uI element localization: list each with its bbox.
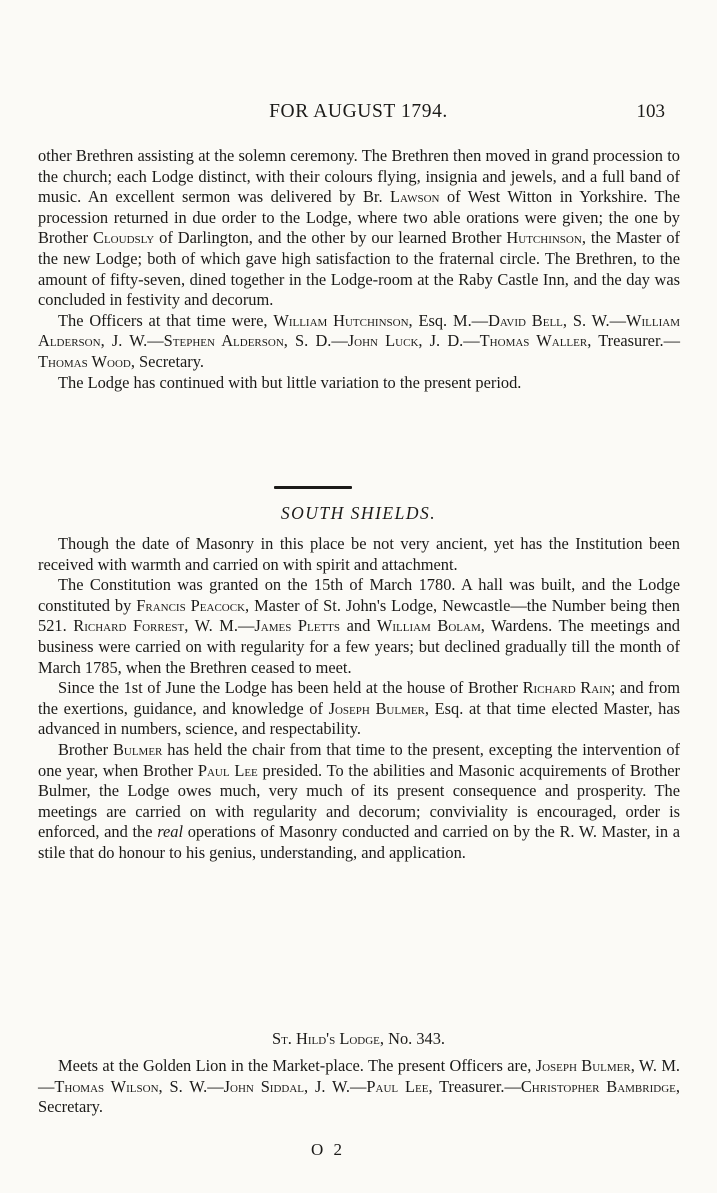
paragraph-intro: Though the date of Masonry in this place be not very ancient, yet has the Institution been received with warmth and carried on with spirit and attachment. <box>38 534 680 574</box>
text-run: Since the 1st of June the Lodge has been held at the house of Brother <box>58 678 523 698</box>
paragraph-meeting-officers <box>38 1056 680 1118</box>
running-header <box>0 101 717 131</box>
person-name: Joseph Bulmer <box>535 1056 631 1075</box>
text-run: , the Master of the new Lodge; both of which gave high satisfaction to the fraternal circle. The Brethren, to the amount of fifty-seven, dined together in the Lodge-room at the Raby Castle Inn, and the day was concluded in festivity and decorum. <box>38 228 680 310</box>
emphasis: real <box>157 822 183 842</box>
person-name: Richard Forrest <box>73 616 185 636</box>
text-run: , W. M.— <box>38 1056 680 1096</box>
paragraph-bulmer <box>38 740 680 864</box>
text-run: , Secretary. <box>130 351 204 371</box>
paragraph-ceremony <box>38 146 680 311</box>
text-run: of West Witton in Yorkshire. The procession returned in due order to the Lodge, where two able orations were given; the one by Brother <box>38 187 680 248</box>
page-number: 103 <box>636 101 665 122</box>
person-name: Francis Peacock <box>136 595 246 615</box>
person-name: Lawson <box>390 187 440 207</box>
paragraph-officers <box>38 311 680 373</box>
text-run: of Darlington, and the other by our learned Brother <box>154 228 507 248</box>
text-run: has held the chair from that time to the present, excepting the intervention of one year, when Brother <box>38 739 680 780</box>
text-run: , S. W.— <box>158 1076 224 1096</box>
text-run: , Master of St. John's Lodge, Newcastle—the Number being then 521. <box>38 595 680 636</box>
text-run: presided. To the abilities and Masonic acquirements of Brother Bulmer, the Lodge owes much, very much of its present consequence and prosperity. The meetings are carried on with regularity and decorum; conviviality is encouraged, order is enforced, and the <box>38 760 680 842</box>
text-run: Brother <box>58 739 113 759</box>
text-run: ; and from the exertions, guidance, and knowledge of <box>38 678 681 718</box>
running-title: FOR AUGUST 1794. <box>269 101 448 122</box>
text-run: , J. W.— <box>304 1076 367 1096</box>
section-divider-rule <box>274 486 352 489</box>
person-name: David Bell <box>488 310 563 330</box>
text-run: , J. D.— <box>418 331 480 351</box>
person-name: Hutchinson <box>506 228 582 248</box>
person-name: James Pletts <box>254 616 341 636</box>
text-run: , Esq. M.— <box>408 310 489 330</box>
south-shields-account <box>38 534 680 864</box>
text-run: , W. M.— <box>184 616 255 636</box>
person-name: William Bolam <box>376 616 481 636</box>
lodge-name: St. Hild's Lodge <box>271 1029 380 1048</box>
person-name: Cloudsly <box>93 228 155 248</box>
text-run: other Brethren assisting at the solemn ceremony. The Brethren then moved in grand procession to the church; each Lodge distinct, with their colours flying, insignia and jewels, and a full band of music. An excellent sermon was delivered by Br. <box>38 146 680 207</box>
paragraph-constitution <box>38 575 680 678</box>
person-name: Thomas Wilson <box>54 1076 159 1096</box>
text-run: , Wardens. The meetings and business were carried on with regularity for a few years; but declined gradually till the month of March 1785, when the Brethren ceased to meet. <box>38 616 680 677</box>
person-name: Paul Lee <box>366 1076 429 1096</box>
person-name: Bulmer <box>112 739 163 759</box>
text-run: and <box>340 616 377 636</box>
lodge-number: , No. 343. <box>379 1029 446 1048</box>
text-run: , S. W.— <box>562 310 627 330</box>
text-run: operations of Masonry conducted and carried on by the R. W. Master, in a stile that do honour to his genius, understanding, and application. <box>38 822 680 862</box>
lodge-heading <box>0 1029 717 1049</box>
person-name: William Hutchinson <box>273 310 409 330</box>
paragraph-revival <box>38 678 680 740</box>
lodge-officers-block <box>38 1056 680 1118</box>
text-run: , J. W.— <box>100 331 164 351</box>
text-run: , S. D.— <box>283 331 348 351</box>
person-name: Paul Lee <box>197 760 258 780</box>
section-heading: SOUTH SHIELDS. <box>280 503 437 523</box>
person-name: Stephen Alderson <box>163 331 284 351</box>
person-name: William Alderson <box>38 310 681 351</box>
person-name: Richard Rain <box>522 678 611 698</box>
lodge-account-continued <box>38 146 680 393</box>
person-name: Thomas Wood <box>38 351 131 371</box>
paragraph-continuation: The Lodge has continued with but little variation to the present period. <box>58 372 522 392</box>
text-run: , Esq. at that time elected Master, has advanced in numbers, science, and respectability. <box>38 698 680 739</box>
person-name: Christopher Bambridge <box>520 1076 676 1096</box>
text-run: , Treasurer.— <box>428 1076 521 1096</box>
person-name: John Siddal <box>223 1076 305 1096</box>
text-run: Meets at the Golden Lion in the Market-place. The present Officers are, <box>58 1056 536 1075</box>
text-run: , Treasurer.— <box>587 331 680 351</box>
text-run: , Secretary. <box>38 1076 680 1117</box>
text-run: The Officers at that time were, <box>58 310 274 330</box>
person-name: Thomas Waller <box>479 331 588 351</box>
person-name: John Luck <box>347 331 419 351</box>
signature-mark: O 2 <box>311 1140 346 1159</box>
person-name: Joseph Bulmer <box>328 698 425 718</box>
text-run: The Constitution was granted on the 15th of March 1780. A hall was built, and the Lodge constituted by <box>38 575 680 615</box>
